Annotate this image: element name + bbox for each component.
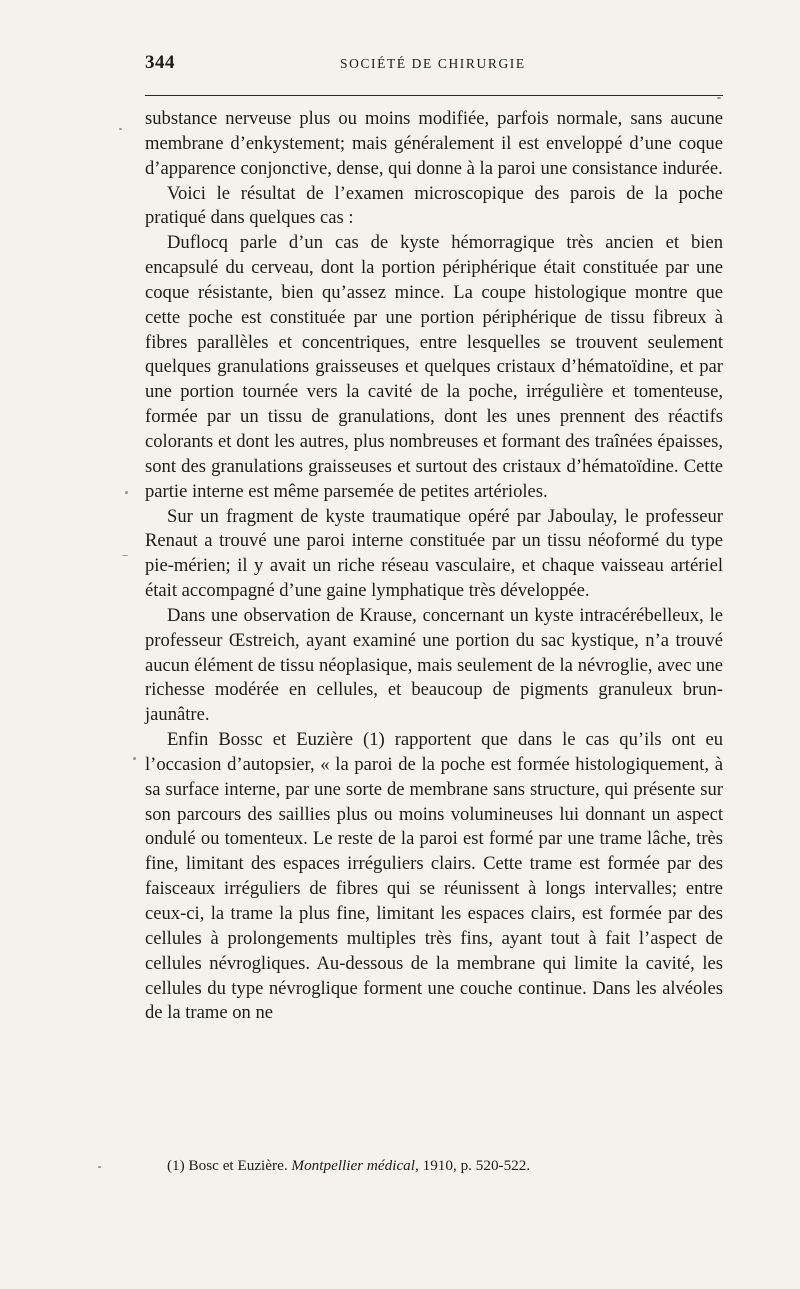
paragraph: Enfin Bossc et Euzière (1) rapportent que dans le cas qu’ils ont eu l’occasion d’autopsier, « la paroi de la poche est formée histologiquement, à sa surface interne, par une sorte de membrane sans structure, qui présente sur son parcours des saillies plus ou moins volumineuses lui donnant un aspect ondulé ou tomenteux. Le reste de la paroi est formé par une trame lâche, très fine, limitant des espaces irréguliers clairs. Cette trame est formée par des faisceaux irréguliers de fibres qui se réunissent à longs intervalles; entre ceux-ci, la trame la plus fine, limitant les espaces clairs, est formée par des cellules à prolongements multiples très fins, ayant tout à fait l’aspect de cellules névrogliques. Au-dessous de la membrane qui limite la cavité, les cellules du type névroglique forment une couche continue. Dans les alvéoles de la trame on ne xyxy=(145,729,723,1024)
footnote-title: Montpellier médical, xyxy=(291,1157,419,1174)
paragraph: Sur un fragment de kyste traumatique opéré par Jaboulay, le professeur Renaut a trouvé une paroi interne constituée par un tissu néoformé du type pie-mérien; il y avait un riche réseau vasculaire, et chaque vaisseau artériel était accompagné d’une gaine lymphatique très développée. xyxy=(145,505,723,602)
footnote-marker: (1) xyxy=(167,1157,185,1174)
paragraph: substance nerveuse plus ou moins modifiée, parfois normale, sans aucune membrane d’enkystement; mais généralement il est enveloppé d’une coque d’apparence conjonctive, dense, qui donne à la paroi une consistance indurée. xyxy=(145,108,723,179)
body-text xyxy=(145,107,723,1026)
running-title: SOCIÉTÉ DE CHIRURGIE xyxy=(340,56,526,71)
page-number: 344 xyxy=(145,52,175,73)
paragraph: Voici le résultat de l’examen microscopique des parois de la poche pratiqué dans quelques cas : xyxy=(145,182,723,229)
scan-speck xyxy=(98,1166,101,1168)
scan-speck xyxy=(122,555,128,556)
scan-speck xyxy=(119,128,122,130)
scan-speck xyxy=(125,491,128,494)
header-rule xyxy=(145,95,723,96)
footnote-details: 1910, p. 520-522. xyxy=(422,1157,531,1174)
footnote xyxy=(145,1156,723,1176)
scan-speck xyxy=(717,97,721,99)
footnote-authors: Bosc et Euzière. xyxy=(188,1157,288,1174)
scan-speck xyxy=(133,757,136,760)
paragraph: Dans une observation de Krause, concernant un kyste intracérébelleux, le professeur Œstreich, ayant examiné une portion du sac kystique, n’a trouvé aucun élément de tissu néoplasique, mais seulement de la névroglie, avec une richesse modérée en cellules, et beaucoup de pigments granuleux brun-jaunâtre. xyxy=(145,604,723,726)
running-head xyxy=(145,52,725,78)
paragraph: Duflocq parle d’un cas de kyste hémorragique très ancien et bien encapsulé du cerveau, dont la portion périphérique était constituée par une coque résistante, bien qu’assez mince. La coupe histologique montre que cette poche est constituée par une portion périphérique de tissu fibreux à fibres parallèles et concentriques, entre lesquelles se trouvent seulement quelques granulations graisseuses et quelques cristaux d’hématoïdine, et par une portion tournée vers la cavité de la poche, irrégulière et tomenteuse, formée par un tissu de granulations, dont les unes prennent des réactifs colorants et dont les autres, plus nombreuses et formant des traînées épaisses, sont des granulations graisseuses et surtout des cristaux d’hématoïdine. Cette partie interne est même parsemée de petites artérioles. xyxy=(145,232,723,502)
